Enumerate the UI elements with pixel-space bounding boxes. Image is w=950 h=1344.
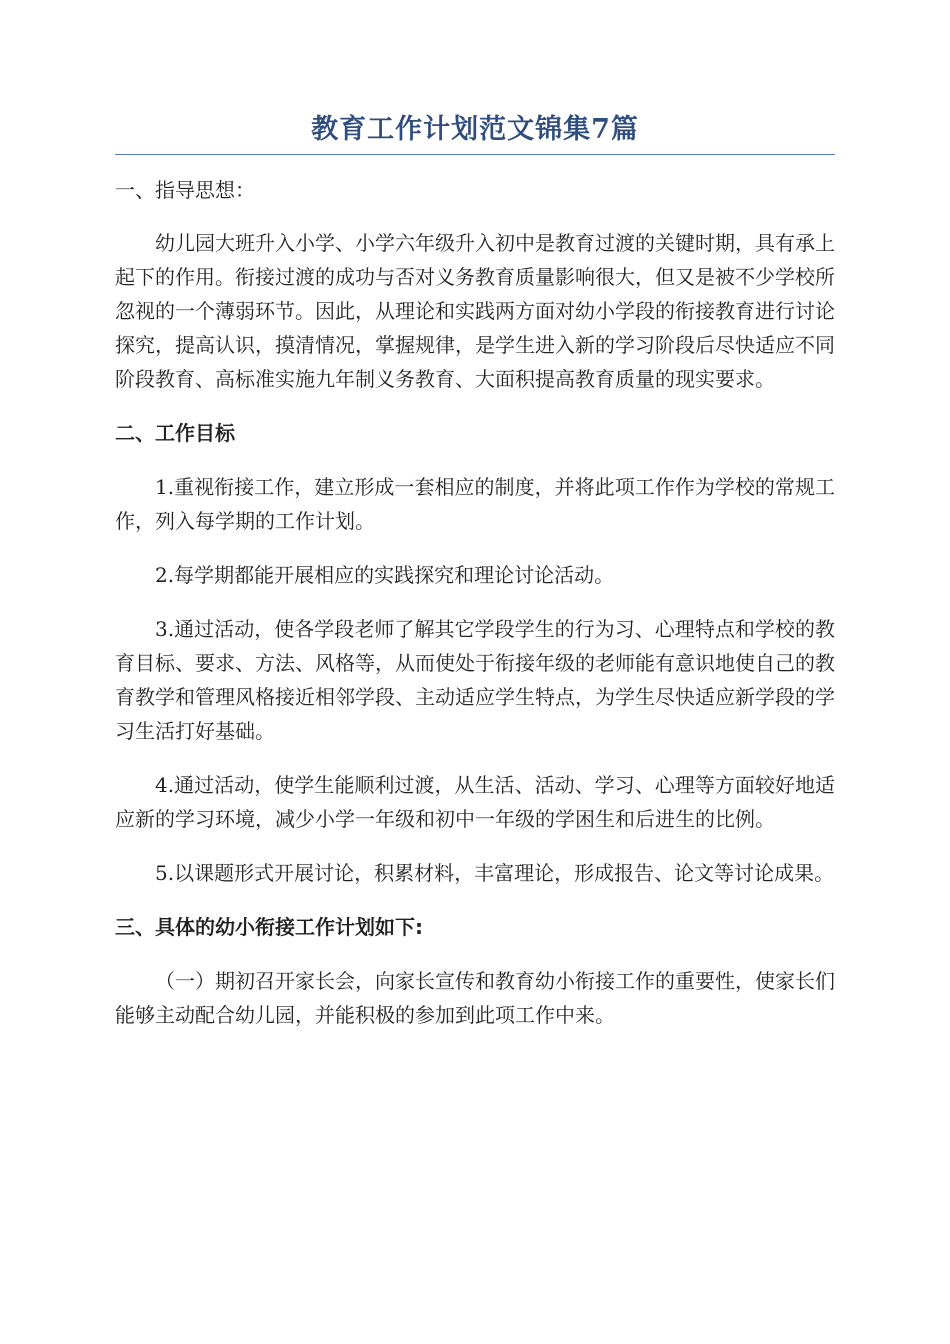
document-page xyxy=(115,110,835,1032)
section-heading-guiding-thought: 一、指导思想： xyxy=(115,178,255,202)
title-underline xyxy=(115,154,835,155)
section-heading-specific-plan: 三、具体的幼小衔接工作计划如下: xyxy=(115,915,423,939)
paragraph: 2.每学期都能开展相应的实践探究和理论讨论活动。 xyxy=(155,563,615,587)
paragraph: 4.通过活动，使学生能顺利过渡，从生活、活动、学习、心理等方面较好地适应新的学习环境，减少小学一年级和初中一年级的学困生和后进生的比例。 xyxy=(115,773,835,831)
section-heading-work-goals: 二、工作目标 xyxy=(115,421,235,445)
paragraph: （一）期初召开家长会，向家长宣传和教育幼小衔接工作的重要性，使家长们能够主动配合幼儿园，并能积极的参加到此项工作中来。 xyxy=(115,969,835,1027)
document-title: 教育工作计划范文锦集7篇 xyxy=(311,114,639,145)
paragraph: 3.通过活动，使各学段老师了解其它学段学生的行为习、心理特点和学校的教育目标、要求、方法、风格等，从而使处于衔接年级的老师能有意识地使自己的教育教学和管理风格接近相邻学段、主动适应学生特点，为学生尽快适应新学段的学习生活打好基础。 xyxy=(115,617,835,743)
paragraph: 5.以课题形式开展讨论，积累材料，丰富理论，形成报告、论文等讨论成果。 xyxy=(155,861,835,885)
paragraph: 1.重视衔接工作，建立形成一套相应的制度，并将此项工作作为学校的常规工作，列入每学期的工作计划。 xyxy=(115,475,835,533)
paragraph: 幼儿园大班升入小学、小学六年级升入初中是教育过渡的关键时期，具有承上起下的作用。衔接过渡的成功与否对义务教育质量影响很大，但又是被不少学校所忽视的一个薄弱环节。因此，从理论和实践两方面对幼小学段的衔接教育进行讨论探究，提高认识，摸清情况，掌握规律，是学生进入新的学习阶段后尽快适应不同阶段教育、高标准实施九年制义务教育、大面积提高教育质量的现实要求。 xyxy=(115,231,835,391)
